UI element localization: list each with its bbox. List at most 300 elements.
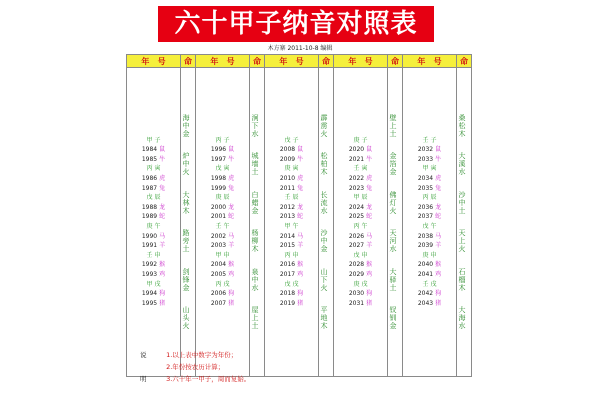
header-year-number <box>196 55 250 68</box>
zodiac-animal: 羊 <box>159 242 166 250</box>
year-number: 1989 <box>141 213 158 221</box>
note-text: 2.年份按农历计算； <box>166 363 225 371</box>
ganzhi: 甲 子 <box>146 136 161 144</box>
zodiac-animal: 马 <box>159 232 166 240</box>
year-number: 2041 <box>417 270 434 278</box>
ganzhi: 庚 午 <box>146 223 161 230</box>
ganzhi: 丙 戌 <box>215 280 230 288</box>
nayin-label: 大驿土 <box>389 267 397 292</box>
year-number: 2011 <box>279 184 296 192</box>
year-entry <box>265 184 318 194</box>
year-entry <box>196 280 249 290</box>
zodiac-animal: 鸡 <box>228 270 235 278</box>
year-number-line <box>127 145 180 155</box>
zodiac-animal: 鼠 <box>159 146 166 154</box>
year-number: 2012 <box>279 203 296 211</box>
year-number: 2022 <box>348 175 365 183</box>
year-number: 2033 <box>417 155 434 163</box>
year-entry <box>334 280 387 290</box>
header-year-label: 年 <box>141 56 150 66</box>
nayin-label: 路旁土 <box>182 229 190 254</box>
year-number: 2006 <box>210 290 227 298</box>
year-entry <box>127 193 180 203</box>
year-number: 2030 <box>348 290 365 298</box>
year-entry <box>403 136 456 146</box>
zodiac-animal: 龙 <box>366 203 373 211</box>
year-number: 2035 <box>417 184 434 192</box>
year-number: 2025 <box>348 213 365 221</box>
zodiac-animal: 马 <box>228 232 235 240</box>
year-entry <box>127 280 180 290</box>
year-number: 2007 <box>210 299 227 307</box>
nayin-table <box>126 54 472 377</box>
zodiac-animal: 狗 <box>228 290 235 298</box>
zodiac-animal: 龙 <box>297 203 304 211</box>
header-year-number <box>127 55 181 68</box>
ganzhi: 戊 申 <box>353 251 368 259</box>
year-entry <box>265 164 318 174</box>
zodiac-animal: 猴 <box>228 261 235 269</box>
year-number-line <box>403 174 456 184</box>
zodiac-animal: 羊 <box>228 242 235 250</box>
header-year-number <box>403 55 457 68</box>
year-entry <box>334 222 387 232</box>
year-number-line <box>196 174 249 184</box>
year-column <box>196 68 250 377</box>
zodiac-animal: 鼠 <box>297 146 304 154</box>
year-entry <box>334 251 387 261</box>
year-number-line <box>334 289 387 299</box>
nayin-label: 城墙土 <box>251 152 259 177</box>
year-number-line <box>403 145 456 155</box>
year-entry <box>334 299 387 309</box>
year-entry <box>196 241 249 251</box>
nayin-label: 长流水 <box>320 190 328 215</box>
year-entry <box>403 299 456 309</box>
nayin-label: 白蜡金 <box>251 190 259 215</box>
year-number: 1992 <box>141 261 158 269</box>
zodiac-animal: 鼠 <box>366 146 373 154</box>
nayin-label: 佛灯火 <box>389 190 397 215</box>
year-entry <box>334 136 387 146</box>
year-number-line <box>265 145 318 155</box>
ganzhi: 甲 辰 <box>353 194 368 202</box>
note-text: 3.六十年一甲子，周而复始。 <box>166 375 251 383</box>
year-number: 2042 <box>417 290 434 298</box>
note-line <box>140 373 250 385</box>
year-number: 2018 <box>279 290 296 298</box>
year-number-line <box>334 145 387 155</box>
nayin-label: 天上火 <box>458 229 466 254</box>
year-entry <box>334 241 387 251</box>
year-number: 1999 <box>210 184 227 192</box>
year-number: 2032 <box>417 146 434 154</box>
year-column <box>403 68 457 377</box>
ganzhi: 庚 子 <box>353 136 368 144</box>
year-number: 1990 <box>141 232 158 240</box>
year-number: 1993 <box>141 270 158 278</box>
zodiac-animal: 牛 <box>159 155 166 163</box>
year-number: 2023 <box>348 184 365 192</box>
nayin-label: 剑锋金 <box>182 267 190 292</box>
year-number-line <box>265 260 318 270</box>
year-entry <box>403 270 456 280</box>
year-number: 2001 <box>210 213 227 221</box>
nayin-label: 沙中土 <box>458 190 466 215</box>
zodiac-animal: 蛇 <box>366 213 373 221</box>
nayin-column <box>250 68 265 377</box>
year-number-line <box>196 289 249 299</box>
zodiac-animal: 鼠 <box>228 146 235 154</box>
zodiac-animal: 牛 <box>297 155 304 163</box>
zodiac-animal: 兔 <box>159 184 166 192</box>
year-entry <box>127 184 180 194</box>
nayin-label: 钗钏金 <box>389 306 397 331</box>
editor-credit: 木方寨 2011-10-8 编辑 <box>267 45 333 52</box>
zodiac-animal: 马 <box>435 232 442 240</box>
zodiac-animal: 鸡 <box>366 270 373 278</box>
zodiac-animal: 马 <box>297 232 304 240</box>
year-entry <box>403 155 456 165</box>
zodiac-animal: 虎 <box>159 175 166 183</box>
ganzhi: 丙 子 <box>215 136 230 144</box>
year-number: 1996 <box>210 146 227 154</box>
year-entry <box>403 251 456 261</box>
year-number: 2020 <box>348 146 365 154</box>
nayin-label: 炉中火 <box>182 152 190 177</box>
year-number: 2034 <box>417 175 434 183</box>
year-number: 2009 <box>279 155 296 163</box>
ganzhi: 戊 子 <box>284 136 299 144</box>
ganzhi: 戊 午 <box>422 223 437 230</box>
year-entry <box>403 193 456 203</box>
nayin-label: 壁上土 <box>389 113 397 138</box>
year-entry <box>265 280 318 290</box>
year-entry <box>196 251 249 261</box>
year-number: 2036 <box>417 203 434 211</box>
year-entry <box>403 212 456 222</box>
zodiac-animal: 鸡 <box>159 270 166 278</box>
zodiac-animal: 羊 <box>297 242 304 250</box>
header-number-label: 号 <box>295 56 304 66</box>
year-entry <box>334 270 387 280</box>
year-entry <box>127 164 180 174</box>
header-year-label: 年 <box>348 56 357 66</box>
zodiac-animal: 羊 <box>435 242 442 250</box>
year-entry <box>334 193 387 203</box>
year-number: 2028 <box>348 261 365 269</box>
year-number: 1995 <box>141 299 158 307</box>
year-number-line <box>127 289 180 299</box>
zodiac-animal: 兔 <box>435 184 442 192</box>
nayin-column <box>319 68 334 377</box>
ganzhi: 庚 申 <box>422 251 437 259</box>
year-entry <box>196 136 249 146</box>
zodiac-animal: 狗 <box>435 290 442 298</box>
zodiac-animal: 鸡 <box>435 270 442 278</box>
nayin-label: 松柏木 <box>320 152 328 177</box>
year-number: 2024 <box>348 203 365 211</box>
year-number: 1991 <box>141 242 158 250</box>
ganzhi: 戊 辰 <box>146 194 161 202</box>
header-number-label: 号 <box>157 56 166 66</box>
header-year-label: 年 <box>279 56 288 66</box>
header-number-label: 号 <box>433 56 442 66</box>
ganzhi: 壬 申 <box>146 251 161 259</box>
nayin-column <box>388 68 403 377</box>
nayin-label: 大海水 <box>458 306 466 331</box>
year-entry <box>265 222 318 232</box>
year-entry <box>127 270 180 280</box>
zodiac-animal: 兔 <box>366 184 373 192</box>
year-number-line <box>127 260 180 270</box>
nayin-label: 平地木 <box>320 306 328 331</box>
year-column <box>334 68 388 377</box>
year-number-line <box>265 289 318 299</box>
year-number: 2043 <box>417 299 434 307</box>
notes <box>140 349 250 385</box>
zodiac-animal: 牛 <box>435 155 442 163</box>
year-entry <box>403 280 456 290</box>
nayin-label: 大林木 <box>182 190 190 215</box>
note-label: 说 <box>140 351 147 359</box>
zodiac-animal: 兔 <box>228 184 235 192</box>
header-fate: 命 <box>181 55 196 68</box>
year-number-line <box>127 203 180 213</box>
header-number-label: 号 <box>364 56 373 66</box>
nayin-label: 霹雳火 <box>320 113 328 138</box>
year-number: 2029 <box>348 270 365 278</box>
year-entry <box>196 270 249 280</box>
header-fate: 命 <box>319 55 334 68</box>
year-number: 1998 <box>210 175 227 183</box>
year-number: 2008 <box>279 146 296 154</box>
ganzhi: 甲 戌 <box>146 280 161 288</box>
year-number-line <box>265 174 318 184</box>
year-entry <box>127 212 180 222</box>
header-year-label: 年 <box>417 56 426 66</box>
year-entry <box>196 155 249 165</box>
year-number-line <box>265 203 318 213</box>
year-number: 1984 <box>141 146 158 154</box>
year-entry <box>403 164 456 174</box>
year-entry <box>127 299 180 309</box>
ganzhi: 庚 寅 <box>284 165 299 173</box>
zodiac-animal: 龙 <box>159 203 166 211</box>
ganzhi: 戊 寅 <box>215 165 230 173</box>
year-entry <box>265 270 318 280</box>
year-number: 2021 <box>348 155 365 163</box>
year-number-line <box>196 260 249 270</box>
year-number: 2017 <box>279 270 296 278</box>
year-number: 2027 <box>348 242 365 250</box>
nayin-label: 金箔金 <box>389 152 397 177</box>
zodiac-animal: 虎 <box>297 175 304 183</box>
year-number: 1986 <box>141 175 158 183</box>
year-number: 2040 <box>417 261 434 269</box>
zodiac-animal: 龙 <box>228 203 235 211</box>
nayin-label: 大溪水 <box>458 152 466 177</box>
header-number-label: 号 <box>226 56 235 66</box>
year-column <box>265 68 319 377</box>
year-number-line <box>196 232 249 242</box>
zodiac-animal: 虎 <box>366 175 373 183</box>
year-number: 2013 <box>279 213 296 221</box>
note-text: 1.以上表中数字为年份； <box>166 351 238 359</box>
page-title: 六十甲子纳音对照表 <box>158 6 434 42</box>
zodiac-animal: 猪 <box>297 299 304 307</box>
zodiac-animal: 蛇 <box>297 213 304 221</box>
year-column <box>127 68 181 377</box>
zodiac-animal: 蛇 <box>159 213 166 221</box>
year-number: 1994 <box>141 290 158 298</box>
year-entry <box>265 193 318 203</box>
year-number-line <box>334 203 387 213</box>
nayin-label: 屋上土 <box>251 306 259 331</box>
year-number-line <box>334 232 387 242</box>
year-entry <box>265 251 318 261</box>
ganzhi: 庚 辰 <box>215 194 230 202</box>
year-entry <box>196 164 249 174</box>
year-number: 2031 <box>348 299 365 307</box>
year-entry <box>265 155 318 165</box>
year-number-line <box>196 203 249 213</box>
year-number-line <box>403 232 456 242</box>
ganzhi: 庚 戌 <box>353 280 368 288</box>
header-fate: 命 <box>250 55 265 68</box>
year-number: 2015 <box>279 242 296 250</box>
year-number-line <box>265 232 318 242</box>
year-entry <box>196 184 249 194</box>
header-year-label: 年 <box>210 56 219 66</box>
year-entry <box>196 193 249 203</box>
nayin-label: 海中金 <box>182 113 190 138</box>
note-line <box>140 349 250 361</box>
year-number: 2000 <box>210 203 227 211</box>
nayin-label: 涧下水 <box>251 113 259 138</box>
nayin-label: 沙中金 <box>320 229 328 254</box>
zodiac-animal: 蛇 <box>228 213 235 221</box>
year-entry <box>127 155 180 165</box>
year-entry <box>265 136 318 146</box>
ganzhi: 甲 午 <box>284 223 299 230</box>
year-number-line <box>334 174 387 184</box>
year-entry <box>196 222 249 232</box>
zodiac-animal: 猴 <box>435 261 442 269</box>
year-entry <box>334 155 387 165</box>
zodiac-animal: 兔 <box>297 184 304 192</box>
year-number-line <box>196 145 249 155</box>
year-number-line <box>403 203 456 213</box>
nayin-label: 天河水 <box>389 229 397 254</box>
nayin-column <box>181 68 196 377</box>
year-entry <box>127 222 180 232</box>
year-entry <box>127 241 180 251</box>
ganzhi: 戊 戌 <box>284 280 299 288</box>
ganzhi: 壬 午 <box>215 223 230 230</box>
nayin-label: 石榴木 <box>458 267 466 292</box>
year-entry <box>334 212 387 222</box>
zodiac-animal: 牛 <box>366 155 373 163</box>
year-number-line <box>403 289 456 299</box>
zodiac-animal: 牛 <box>228 155 235 163</box>
ganzhi: 壬 戌 <box>422 280 437 288</box>
year-number: 1985 <box>141 155 158 163</box>
ganzhi: 丙 辰 <box>422 194 437 202</box>
year-number: 1987 <box>141 184 158 192</box>
year-entry <box>265 241 318 251</box>
note-line <box>140 361 250 373</box>
year-entry <box>403 241 456 251</box>
nayin-label: 山下火 <box>320 267 328 292</box>
year-number: 2003 <box>210 242 227 250</box>
year-number: 2019 <box>279 299 296 307</box>
year-entry <box>334 184 387 194</box>
year-number-line <box>127 232 180 242</box>
ganzhi: 甲 申 <box>215 251 230 259</box>
year-number: 1988 <box>141 203 158 211</box>
year-entry <box>334 164 387 174</box>
zodiac-animal: 猪 <box>159 299 166 307</box>
ganzhi: 丙 申 <box>284 251 299 259</box>
zodiac-animal: 虎 <box>228 175 235 183</box>
year-number: 2014 <box>279 232 296 240</box>
zodiac-animal: 猪 <box>366 299 373 307</box>
year-number-line <box>403 260 456 270</box>
content-row <box>127 68 472 377</box>
zodiac-animal: 狗 <box>297 290 304 298</box>
header-row <box>127 55 472 68</box>
year-number-line <box>127 174 180 184</box>
nayin-label: 杨柳木 <box>251 229 259 254</box>
year-number: 2002 <box>210 232 227 240</box>
note-label: 明 <box>140 375 147 383</box>
year-entry <box>196 299 249 309</box>
header-year-number <box>334 55 388 68</box>
year-number-line <box>334 260 387 270</box>
nayin-label: 泉中水 <box>251 267 259 292</box>
ganzhi: 甲 寅 <box>422 165 437 173</box>
zodiac-animal: 猪 <box>435 299 442 307</box>
zodiac-animal: 马 <box>366 232 373 240</box>
zodiac-animal: 猴 <box>297 261 304 269</box>
year-entry <box>403 184 456 194</box>
year-entry <box>403 222 456 232</box>
year-number: 2038 <box>417 232 434 240</box>
zodiac-animal: 猪 <box>228 299 235 307</box>
zodiac-animal: 鸡 <box>297 270 304 278</box>
ganzhi: 壬 寅 <box>353 165 368 173</box>
year-number: 2010 <box>279 175 296 183</box>
zodiac-animal: 蛇 <box>435 213 442 221</box>
year-number: 2004 <box>210 261 227 269</box>
year-number: 1997 <box>210 155 227 163</box>
zodiac-animal: 龙 <box>435 203 442 211</box>
year-entry <box>127 136 180 146</box>
ganzhi: 丙 寅 <box>146 165 161 173</box>
year-entry <box>196 212 249 222</box>
ganzhi: 壬 子 <box>422 136 437 144</box>
year-number: 2026 <box>348 232 365 240</box>
zodiac-animal: 狗 <box>159 290 166 298</box>
header-fate: 命 <box>457 55 472 68</box>
year-entry <box>265 299 318 309</box>
nayin-column <box>457 68 472 377</box>
year-number: 2016 <box>279 261 296 269</box>
nayin-label: 山头火 <box>182 306 190 331</box>
year-number: 2005 <box>210 270 227 278</box>
zodiac-animal: 鼠 <box>435 146 442 154</box>
